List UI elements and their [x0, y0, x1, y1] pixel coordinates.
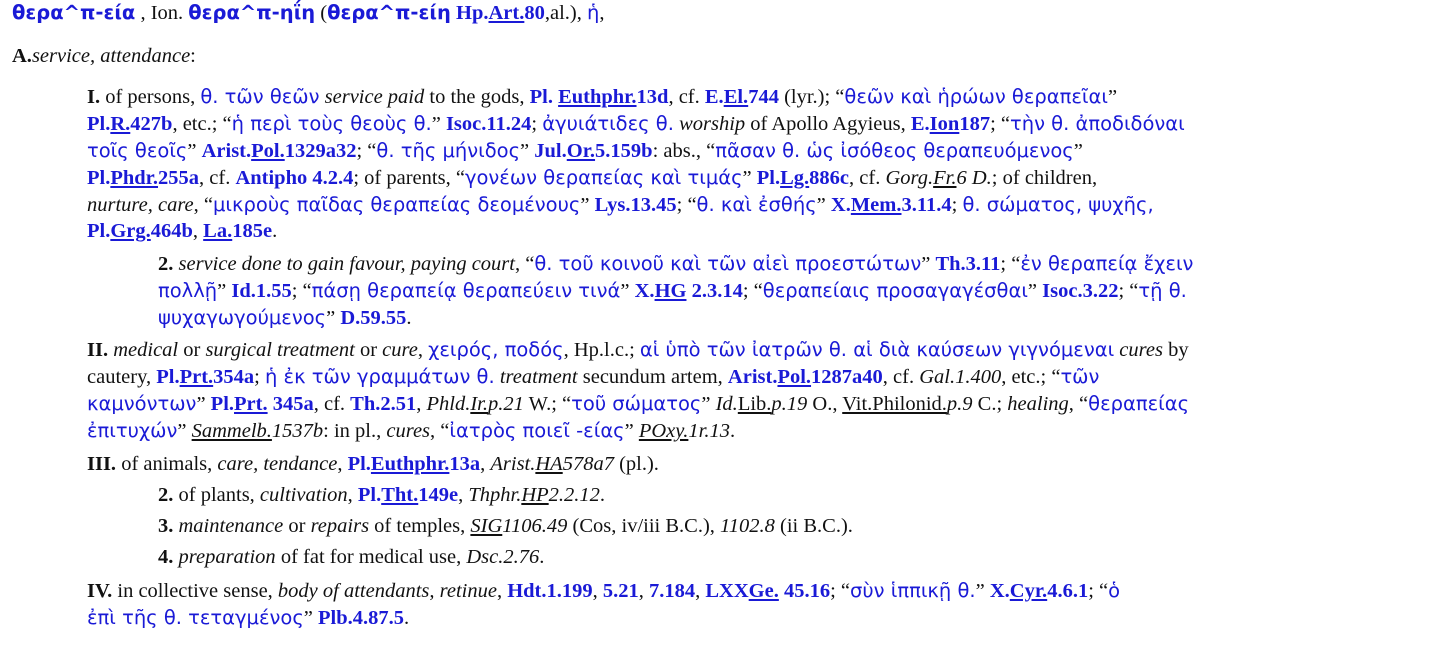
entry-text: or — [354, 339, 383, 361]
entry-line — [158, 482, 605, 509]
source-abbreviation: Lib. — [737, 393, 772, 415]
entry-text: , Ion. — [135, 2, 189, 24]
entry-line — [87, 390, 1189, 418]
entry-text: , — [695, 580, 706, 602]
greek-text: πᾶσαν θ. ὡς ἰσόθεος θεραπευόμενος — [715, 139, 1074, 162]
entry-text: ” — [520, 140, 535, 162]
entry-text: , cf. — [313, 393, 351, 415]
greek-text: πάσῃ θεραπείᾳ θεραπεύειν τινά — [311, 279, 621, 302]
entry-line — [87, 218, 277, 245]
italic-gloss: service done to gain favour, paying court — [178, 253, 515, 275]
citation-link: Id.1.55 — [231, 280, 292, 302]
greek-text: θ. καὶ ἐσθής — [696, 193, 817, 216]
citation-link: Pl. — [210, 393, 235, 415]
italic-gloss: worship — [679, 113, 746, 135]
citation-link: 354a — [213, 366, 255, 388]
entry-text: or — [283, 515, 311, 537]
entry-line — [87, 363, 1099, 391]
greek-text: ἀγυιάτιδες θ. — [542, 112, 674, 135]
italic-gloss: healing — [1007, 393, 1069, 415]
greek-text: ἰατρὸς ποιεῖ -είας — [449, 419, 625, 442]
entry-text: ; — [531, 113, 543, 135]
entry-line — [158, 513, 853, 540]
entry-text: , “ — [193, 194, 214, 216]
entry-text: , — [347, 484, 358, 506]
entry-text: ; of parents, “ — [353, 167, 465, 189]
citation-link: Lys.13.45 — [594, 194, 677, 216]
entry-line — [158, 277, 1187, 305]
entry-text: ” — [1107, 86, 1118, 108]
greek-text: ἐπιτυχών — [87, 419, 178, 442]
entry-text: : in pl., — [323, 420, 387, 442]
citation-link: 149e — [418, 484, 459, 506]
entry-line — [87, 83, 1117, 111]
citation-link: 1287a40 — [811, 366, 883, 388]
entry-text: ” — [177, 420, 192, 442]
greek-text: τὴν θ. ἀποδιδόναι — [1009, 112, 1185, 135]
citation-link[interactable]: Grg. — [110, 220, 151, 242]
italic-gloss: nurture, care — [87, 194, 194, 216]
entry-text: : — [190, 45, 196, 67]
entry-text: . — [729, 420, 736, 442]
italic-gloss: Thphr. — [468, 484, 522, 506]
entry-line — [87, 604, 409, 632]
entry-text: , — [337, 453, 348, 475]
italic-gloss: 1537b — [271, 420, 324, 442]
entry-text: ; — [254, 366, 265, 388]
entry-text: cautery, — [87, 366, 157, 388]
citation-link: Jul. — [534, 140, 567, 162]
citation-link: Antipho 4.2.4 — [235, 167, 354, 189]
entry-line — [87, 336, 1189, 364]
entry-line — [158, 544, 544, 571]
citation-link: Pl. — [347, 453, 371, 475]
entry-line — [87, 137, 1083, 165]
citation-link: Pl. — [87, 167, 111, 189]
entry-text: , — [416, 393, 427, 415]
italic-gloss: 1102.8 — [720, 515, 775, 537]
entry-text: (lyr.); “ — [778, 86, 845, 108]
entry-text: , cf. — [199, 167, 236, 189]
greek-text: ἡ ἐκ τῶν γραμμάτων θ. — [265, 365, 495, 388]
entry-line — [87, 164, 1097, 192]
greek-text: ἐν θεραπείᾳ ἔχειν — [1020, 252, 1194, 275]
greek-text: ὁ — [1108, 579, 1121, 602]
entry-text: ; “ — [291, 280, 312, 302]
citation-link[interactable]: Prt. — [234, 393, 268, 415]
citation-link: Pl. — [87, 113, 111, 135]
entry-text: ( — [315, 2, 328, 24]
entry-text: , — [480, 453, 491, 475]
citation-link: 5.159b — [595, 140, 653, 162]
italic-gloss: cures — [386, 420, 431, 442]
citation-link[interactable]: Pol. — [777, 366, 812, 388]
entry-text: ; “ — [1118, 280, 1139, 302]
italic-gloss: Phld. — [426, 393, 471, 415]
greek-text: χειρός, ποδός — [428, 338, 564, 361]
entry-text: . — [404, 607, 410, 629]
entry-text: in collective sense, — [112, 580, 278, 602]
entry-text: , — [592, 580, 603, 602]
entry-text: ” — [217, 280, 232, 302]
italic-gloss: Dsc.2.76 — [466, 546, 540, 568]
italic-gloss: 578a7 — [562, 453, 614, 475]
citation-link: 45.16 — [778, 580, 831, 602]
entry-text: ” — [580, 194, 595, 216]
entry-line — [87, 110, 1185, 138]
source-abbreviation: Vit.Philonid. — [842, 393, 947, 415]
citation-link[interactable]: Mem. — [850, 194, 902, 216]
citation-link: 4.6.1 — [1047, 580, 1089, 602]
sense-label: A. — [12, 45, 32, 67]
entry-text: or — [178, 339, 206, 361]
italic-gloss: 2.2.12 — [548, 484, 600, 506]
entry-text: , — [192, 220, 204, 242]
greek-text: θ. σώματος, ψυχῆς, — [962, 193, 1154, 216]
citation-link[interactable]: HG — [654, 280, 687, 302]
italic-gloss: repairs — [310, 515, 370, 537]
entry-text: (ii B.C.). — [774, 515, 853, 537]
entry-text: ” — [742, 167, 757, 189]
sense-label: 2. — [158, 484, 174, 506]
citation-link: 1329a32 — [284, 140, 357, 162]
entry-text: of persons, — [100, 86, 201, 108]
citation-link: Arist. — [201, 140, 252, 162]
citation-link[interactable]: Phdr. — [110, 167, 159, 189]
entry-text: ; “ — [356, 140, 377, 162]
citation-link: 464b — [150, 220, 193, 242]
greek-text: τῶν — [1060, 365, 1100, 388]
greek-text: θ. τῶν θεῶν — [200, 85, 320, 108]
citation-link: X. — [830, 194, 851, 216]
entry-text: ; “ — [676, 194, 697, 216]
entry-text: , — [458, 484, 469, 506]
entry-text: , etc.; “ — [172, 113, 232, 135]
entry-text: , cf. — [882, 366, 920, 388]
greek-text: θ. τοῦ κοινοῦ καὶ τῶν αἰεὶ προεστώτων — [534, 252, 922, 275]
entry-text: (Cos, iv/iii B.C.), — [567, 515, 721, 537]
entry-text: of plants, — [173, 484, 260, 506]
entry-text: ; “ — [1000, 253, 1021, 275]
entry-line — [87, 191, 1154, 219]
citation-link: Th.2.51 — [350, 393, 417, 415]
italic-gloss: cultivation — [259, 484, 348, 506]
citation-link: 886c — [809, 167, 850, 189]
entry-line — [158, 304, 412, 332]
citation-link: Th.3.11 — [935, 253, 1001, 275]
italic-gloss: 1106.49 — [502, 515, 568, 537]
citation-link: 7.184 — [649, 580, 696, 602]
citation-link[interactable]: Ge. — [748, 580, 779, 602]
italic-gloss: 1r.13 — [688, 420, 730, 442]
citation-link[interactable]: Ion — [929, 113, 960, 135]
citation-link: 185e — [232, 220, 273, 242]
citation-link[interactable]: Prt. — [179, 366, 214, 388]
greek-text: θεῶν καὶ ἡρώων θεραπεῖαι — [844, 85, 1108, 108]
entry-text: . — [539, 546, 545, 568]
entry-text: ” — [1073, 140, 1083, 162]
citation-link: 3.11.4 — [901, 194, 952, 216]
citation-link: 187 — [959, 113, 991, 135]
entry-line — [12, 0, 604, 27]
entry-text: ” — [303, 607, 319, 629]
citation-link[interactable]: La. — [203, 220, 233, 242]
entry-text: . — [599, 484, 606, 506]
entry-text: ” — [431, 113, 446, 135]
entry-text: , — [599, 2, 605, 24]
greek-text: θεραπείας — [1088, 392, 1190, 415]
citation-link[interactable]: Pol. — [251, 140, 285, 162]
sense-label: 4. — [158, 546, 174, 568]
italic-gloss: p.21 — [488, 393, 524, 415]
entry-text: ” — [624, 420, 639, 442]
citation-link[interactable]: Or. — [566, 140, 596, 162]
entry-line — [87, 451, 659, 478]
citation-link: 2.3.14 — [686, 280, 743, 302]
italic-gloss: Arist. — [490, 453, 536, 475]
citation-link: E. — [910, 113, 930, 135]
entry-text: ; — [951, 194, 963, 216]
greek-text: θερα^π-ηΐη — [188, 1, 316, 24]
entry-text: ” — [196, 393, 211, 415]
citation-link: 255a — [158, 167, 200, 189]
citation-link[interactable]: El. — [723, 86, 749, 108]
italic-gloss: Id. — [715, 393, 738, 415]
sense-label: IV. — [87, 580, 113, 602]
entry-text: , cf. — [849, 167, 886, 189]
citation-link[interactable]: R. — [110, 113, 131, 135]
italic-gloss: preparation — [178, 546, 276, 568]
citation-link[interactable]: Euthphr. — [558, 86, 637, 108]
greek-text: θερα^π-εία — [12, 1, 136, 24]
entry-text: ; “ — [742, 280, 763, 302]
italic-gloss: p.19 — [771, 393, 808, 415]
source-abbreviation: POxy. — [638, 420, 689, 442]
entry-text: ” — [921, 253, 936, 275]
italic-gloss: surgical treatment — [205, 339, 355, 361]
entry-text: of animals, — [116, 453, 218, 475]
greek-text: θ. τῆς μήνιδος — [376, 139, 521, 162]
entry-line — [87, 417, 735, 445]
entry-text: ; of children, — [991, 167, 1098, 189]
entry-text: C.; — [972, 393, 1008, 415]
sense-label: I. — [87, 86, 101, 108]
citation-link: Pl. — [87, 220, 111, 242]
entry-text: , “ — [1068, 393, 1089, 415]
citation-link: 13a — [449, 453, 481, 475]
entry-text: , “ — [430, 420, 450, 442]
sense-label: II. — [87, 339, 109, 361]
entry-text: , Hp.l.c.; — [563, 339, 640, 361]
entry-text: by — [1162, 339, 1189, 361]
entry-text: , “ — [514, 253, 535, 275]
italic-gloss: service paid — [324, 86, 425, 108]
citation-link: Pl. — [529, 86, 559, 108]
entry-text: , — [417, 339, 429, 361]
entry-text: W.; “ — [523, 393, 572, 415]
entry-text: ” — [701, 393, 716, 415]
greek-text: γονέων θεραπείας καὶ τιμάς — [464, 166, 743, 189]
italic-gloss: maintenance — [178, 515, 284, 537]
entry-text: of temples, — [369, 515, 471, 537]
entry-text: ” — [326, 307, 341, 329]
entry-text: of Apollo Agyieus, — [745, 113, 911, 135]
greek-text: τοῖς θεοῖς — [87, 139, 188, 162]
citation-link: D.59.55 — [340, 307, 407, 329]
entry-line — [158, 250, 1193, 278]
citation-link: Arist. — [727, 366, 778, 388]
sense-label: III. — [87, 453, 117, 475]
entry-text: , — [496, 580, 508, 602]
entry-text: O., — [807, 393, 843, 415]
greek-text: θερα^π-είη — [327, 1, 451, 24]
entry-text: , etc.; “ — [1001, 366, 1061, 388]
source-abbreviation: HP — [521, 484, 549, 506]
entry-text: ,al.), — [544, 2, 587, 24]
source-abbreviation: HA — [535, 453, 563, 475]
entry-text: ; “ — [990, 113, 1010, 135]
citation-link[interactable]: Tht. — [381, 484, 419, 506]
entry-text: ” — [620, 280, 635, 302]
italic-gloss: cure — [382, 339, 418, 361]
citation-link[interactable]: Art. — [488, 2, 525, 24]
citation-link: Pl. — [357, 484, 382, 506]
source-abbreviation: Sammelb. — [191, 420, 272, 442]
italic-gloss: p.9 — [946, 393, 973, 415]
entry-text: secundum artem, — [577, 366, 728, 388]
entry-text: ; “ — [1088, 580, 1109, 602]
citation-link: 13d — [636, 86, 669, 108]
entry-text: to the gods, — [424, 86, 530, 108]
sense-label: 2. — [158, 253, 174, 275]
entry-text: ” — [1027, 280, 1043, 302]
citation-link: Hp. — [456, 2, 489, 24]
entry-text: , — [638, 580, 649, 602]
citation-link: 744 — [748, 86, 779, 108]
entry-line — [12, 43, 196, 70]
greek-text: μικροὺς παῖδας θεραπείας δεομένους — [213, 193, 581, 216]
citation-link: Plb.4.87.5 — [318, 607, 405, 629]
greek-text: ἡ — [586, 1, 600, 24]
citation-link: LXX — [705, 580, 749, 602]
sense-label: 3. — [158, 515, 174, 537]
entry-text: ; “ — [830, 580, 851, 602]
citation-link: E. — [704, 86, 724, 108]
greek-text: αἱ ὑπὸ τῶν ἰατρῶν θ. αἱ διὰ καύσεων γιγνόμεναι — [639, 338, 1115, 361]
entry-text: (pl.). — [613, 453, 659, 475]
citation-link[interactable]: Cyr. — [1009, 580, 1048, 602]
greek-text: καμνόντων — [87, 392, 197, 415]
entry-text: , cf. — [668, 86, 705, 108]
citation-link: Pl. — [756, 167, 781, 189]
greek-text: τῇ θ. — [1138, 279, 1187, 302]
italic-gloss: service, attendance — [31, 45, 191, 67]
citation-link: X. — [989, 580, 1010, 602]
italic-gloss: treatment — [499, 366, 578, 388]
italic-gloss: medical — [113, 339, 179, 361]
entry-line — [87, 577, 1120, 605]
greek-text: τοῦ σώματος — [571, 392, 702, 415]
entry-text: ” — [975, 580, 990, 602]
citation-link: Isoc.11.24 — [445, 113, 532, 135]
italic-gloss: cures — [1119, 339, 1163, 361]
source-abbreviation: SIG — [470, 515, 503, 537]
entry-text: ” — [187, 140, 202, 162]
italic-gloss: Gorg. — [885, 167, 934, 189]
entry-text: ” — [816, 194, 831, 216]
entry-text: . — [272, 220, 278, 242]
citation-link: 427b — [130, 113, 173, 135]
greek-text: ψυχαγωγούμενος — [158, 306, 327, 329]
entry-text: . — [406, 307, 412, 329]
citation-link[interactable]: Lg. — [780, 167, 810, 189]
greek-text: θεραπείαις προσαγαγέσθαι — [762, 279, 1028, 302]
citation-link: Isoc.3.22 — [1042, 280, 1119, 302]
greek-text: πολλῇ — [158, 279, 218, 302]
citation-link: Pl. — [156, 366, 180, 388]
citation-link[interactable]: Euthphr. — [370, 453, 450, 475]
greek-text: σὺν ἱππικῇ θ. — [850, 579, 976, 602]
greek-text: ἐπὶ τῆς θ. τεταγμένος — [87, 606, 304, 629]
italic-gloss: body of attendants, retinue — [277, 580, 497, 602]
citation-link: Hdt.1.199 — [507, 580, 593, 602]
entry-text: : abs., “ — [652, 140, 716, 162]
italic-gloss: care, tendance — [217, 453, 338, 475]
entry-text: of fat for medical use, — [275, 546, 467, 568]
italic-gloss: 6 D. — [956, 167, 992, 189]
citation-link: 80 — [524, 2, 545, 24]
greek-text: ἡ περὶ τοὺς θεοὺς θ. — [231, 112, 432, 135]
source-abbreviation: Fr. — [933, 167, 957, 189]
italic-gloss: Gal.1.400 — [919, 366, 1002, 388]
source-abbreviation: Ir. — [470, 393, 488, 415]
citation-link: 345a — [267, 393, 314, 415]
citation-link: 5.21 — [602, 580, 639, 602]
citation-link: X. — [634, 280, 655, 302]
